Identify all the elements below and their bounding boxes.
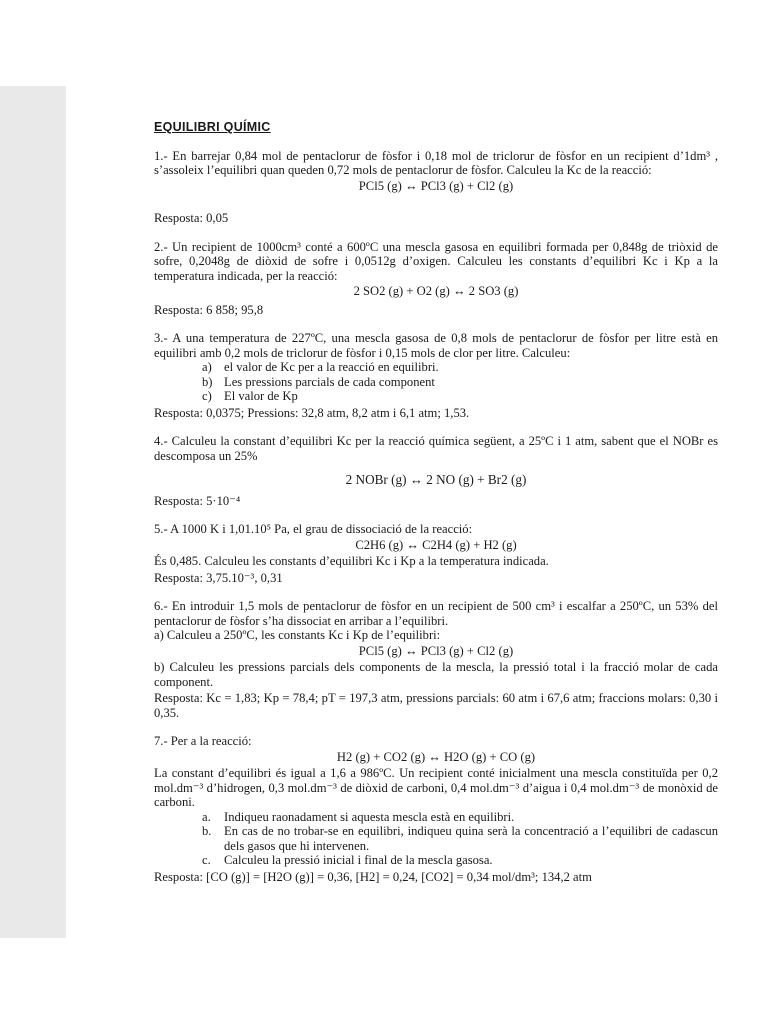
list-item: c. Calculeu la pressió inicial i final de la mescla gasosa. — [202, 853, 493, 867]
list-item: a. Indiqueu raonadament si aquesta mescla està en equilibri. — [202, 809, 515, 824]
list-item: a) el valor de Kc per a la reacció en equilibri. — [202, 360, 439, 374]
problem-4-equation: 2 NOBr (g) ↔ 2 NO (g) + Br2 (g) — [345, 472, 527, 487]
problem-6-equation: PCl5 (g) ↔ PCl3 (g) + Cl2 (g) — [358, 643, 514, 658]
problem-7 — [154, 734, 718, 884]
problem-3-statement: 3.- A una temperatura de 227ºC, una mescla gasosa de 0,8 mols de pentaclorur de fòsfor per litre està en equilibri amb 0,2 mols de triclorur de fòsfor i 0,15 mols de clor per litre. Calculeu: — [154, 331, 718, 360]
problem-3 — [154, 331, 718, 420]
problem-2-statement: 2.- Un recipient de 1000cm³ conté a 600ºC una mescla gasosa en equilibri formada per 0,848g de triòxid de sofre, 0,2048g de diòxid de sofre i 0,0512g d’oxigen. Calculeu les constants d’equilibri Kc i Kp a la temperatura indicada, per la reacció: — [154, 239, 718, 283]
list-item: b) Les pressions parcials de cada component — [202, 374, 435, 389]
problem-5-answer: Resposta: 3,75.10⁻³, 0,31 — [154, 570, 283, 585]
problem-7-answer: Resposta: [CO (g)] = [H2O (g)] = 0,36, [H2] = 0,24, [CO2] = 0,34 mol/dm³; 134,2 atm — [154, 869, 592, 884]
problem-7-statement: 7.- Per a la reacció: — [154, 734, 252, 748]
page-title: EQUILIBRI QUÍMIC — [154, 120, 271, 134]
list-item: c) El valor de Kp — [202, 389, 298, 403]
problem-6-part-a: a) Calculeu a 250ºC, les constants Kc i Kp de l’equilibri: — [154, 628, 441, 642]
problem-5-statement-2: És 0,485. Calculeu les constants d’equilibri Kc i Kp a la temperatura indicada. — [154, 554, 549, 568]
problem-2 — [154, 240, 718, 318]
problem-6-answer: Resposta: Kc = 1,83; Kp = 78,4; pT = 197,3 atm, pressions parcials: 60 atm i 67,6 atm; fraccions molars: 0,30 i 0,35. — [154, 691, 718, 720]
problem-2-equation: 2 SO2 (g) + O2 (g) ↔ 2 SO3 (g) — [353, 284, 519, 298]
problem-1 — [154, 149, 718, 226]
problem-6-statement: 6.- En introduir 1,5 mols de pentaclorur de fòsfor en un recipient de 500 cm³ i escalfar a 250ºC, un 53% del pentaclorur de fòsfor s’ha dissociat en arribar a l’equilibri. — [154, 599, 718, 628]
problem-1-statement: 1.- En barrejar 0,84 mol de pentaclorur de fòsfor i 0,18 mol de triclorur de fòsfor en un recipient d’1dm³ , s’assoleix l’equilibri quan queden 0,72 mols de pentaclorur de fòsfor. Calculeu la Kc de la reacció: — [154, 148, 718, 177]
problem-5 — [154, 522, 718, 585]
problem-2-answer: Resposta: 6 858; 95,8 — [154, 302, 264, 317]
problem-1-answer: Resposta: 0,05 — [154, 211, 229, 225]
problem-1-equation: PCl5 (g) ↔ PCl3 (g) + Cl2 (g) — [358, 178, 514, 193]
problem-5-equation: C2H6 (g) ↔ C2H4 (g) + H2 (g) — [355, 537, 517, 552]
problem-7-equation: H2 (g) + CO2 (g) ↔ H2O (g) + CO (g) — [336, 749, 536, 764]
problem-4-answer: Resposta: 5·10⁻⁴ — [154, 493, 241, 508]
problem-6 — [154, 599, 718, 720]
problem-7-list — [154, 810, 718, 868]
problem-4-statement: 4.- Calculeu la constant d’equilibri Kc per la reacció química següent, a 25ºC i 1 atm, sabent que el NOBr es descomposa un 25% — [154, 434, 718, 463]
problem-3-answer: Resposta: 0,0375; Pressions: 32,8 atm, 8,2 atm i 6,1 atm; 1,53. — [154, 405, 470, 420]
problem-5-statement: 5.- A 1000 K i 1,01.10⁵ Pa, el grau de dissociació de la reacció: — [154, 522, 473, 536]
list-item: b. En cas de no trobar-se en equilibri, indiqueu quina serà la concentració a l’equilibri de cadascun dels gasos que hi intervenen. — [202, 824, 718, 853]
problem-7-statement-2: La constant d’equilibri és igual a 1,6 a 986ºC. Un recipient conté inicialment una mescla constituïda per 0,2 mol.dm⁻³ d’hidrogen, 0,3 mol.dm⁻³ de diòxid de carboni, 0,4 mol.dm⁻³ d’aigua i 0,4 mol.dm⁻³ de monòxid de carboni. — [154, 766, 718, 809]
document-content — [154, 120, 718, 898]
problem-6-part-b: b) Calculeu les pressions parcials dels components de la mescla, la pressió total i la fracció molar de cada component. — [154, 660, 718, 689]
document-page — [66, 86, 768, 938]
problem-4 — [154, 434, 718, 508]
problem-3-list — [154, 360, 718, 404]
left-gutter — [0, 86, 66, 938]
